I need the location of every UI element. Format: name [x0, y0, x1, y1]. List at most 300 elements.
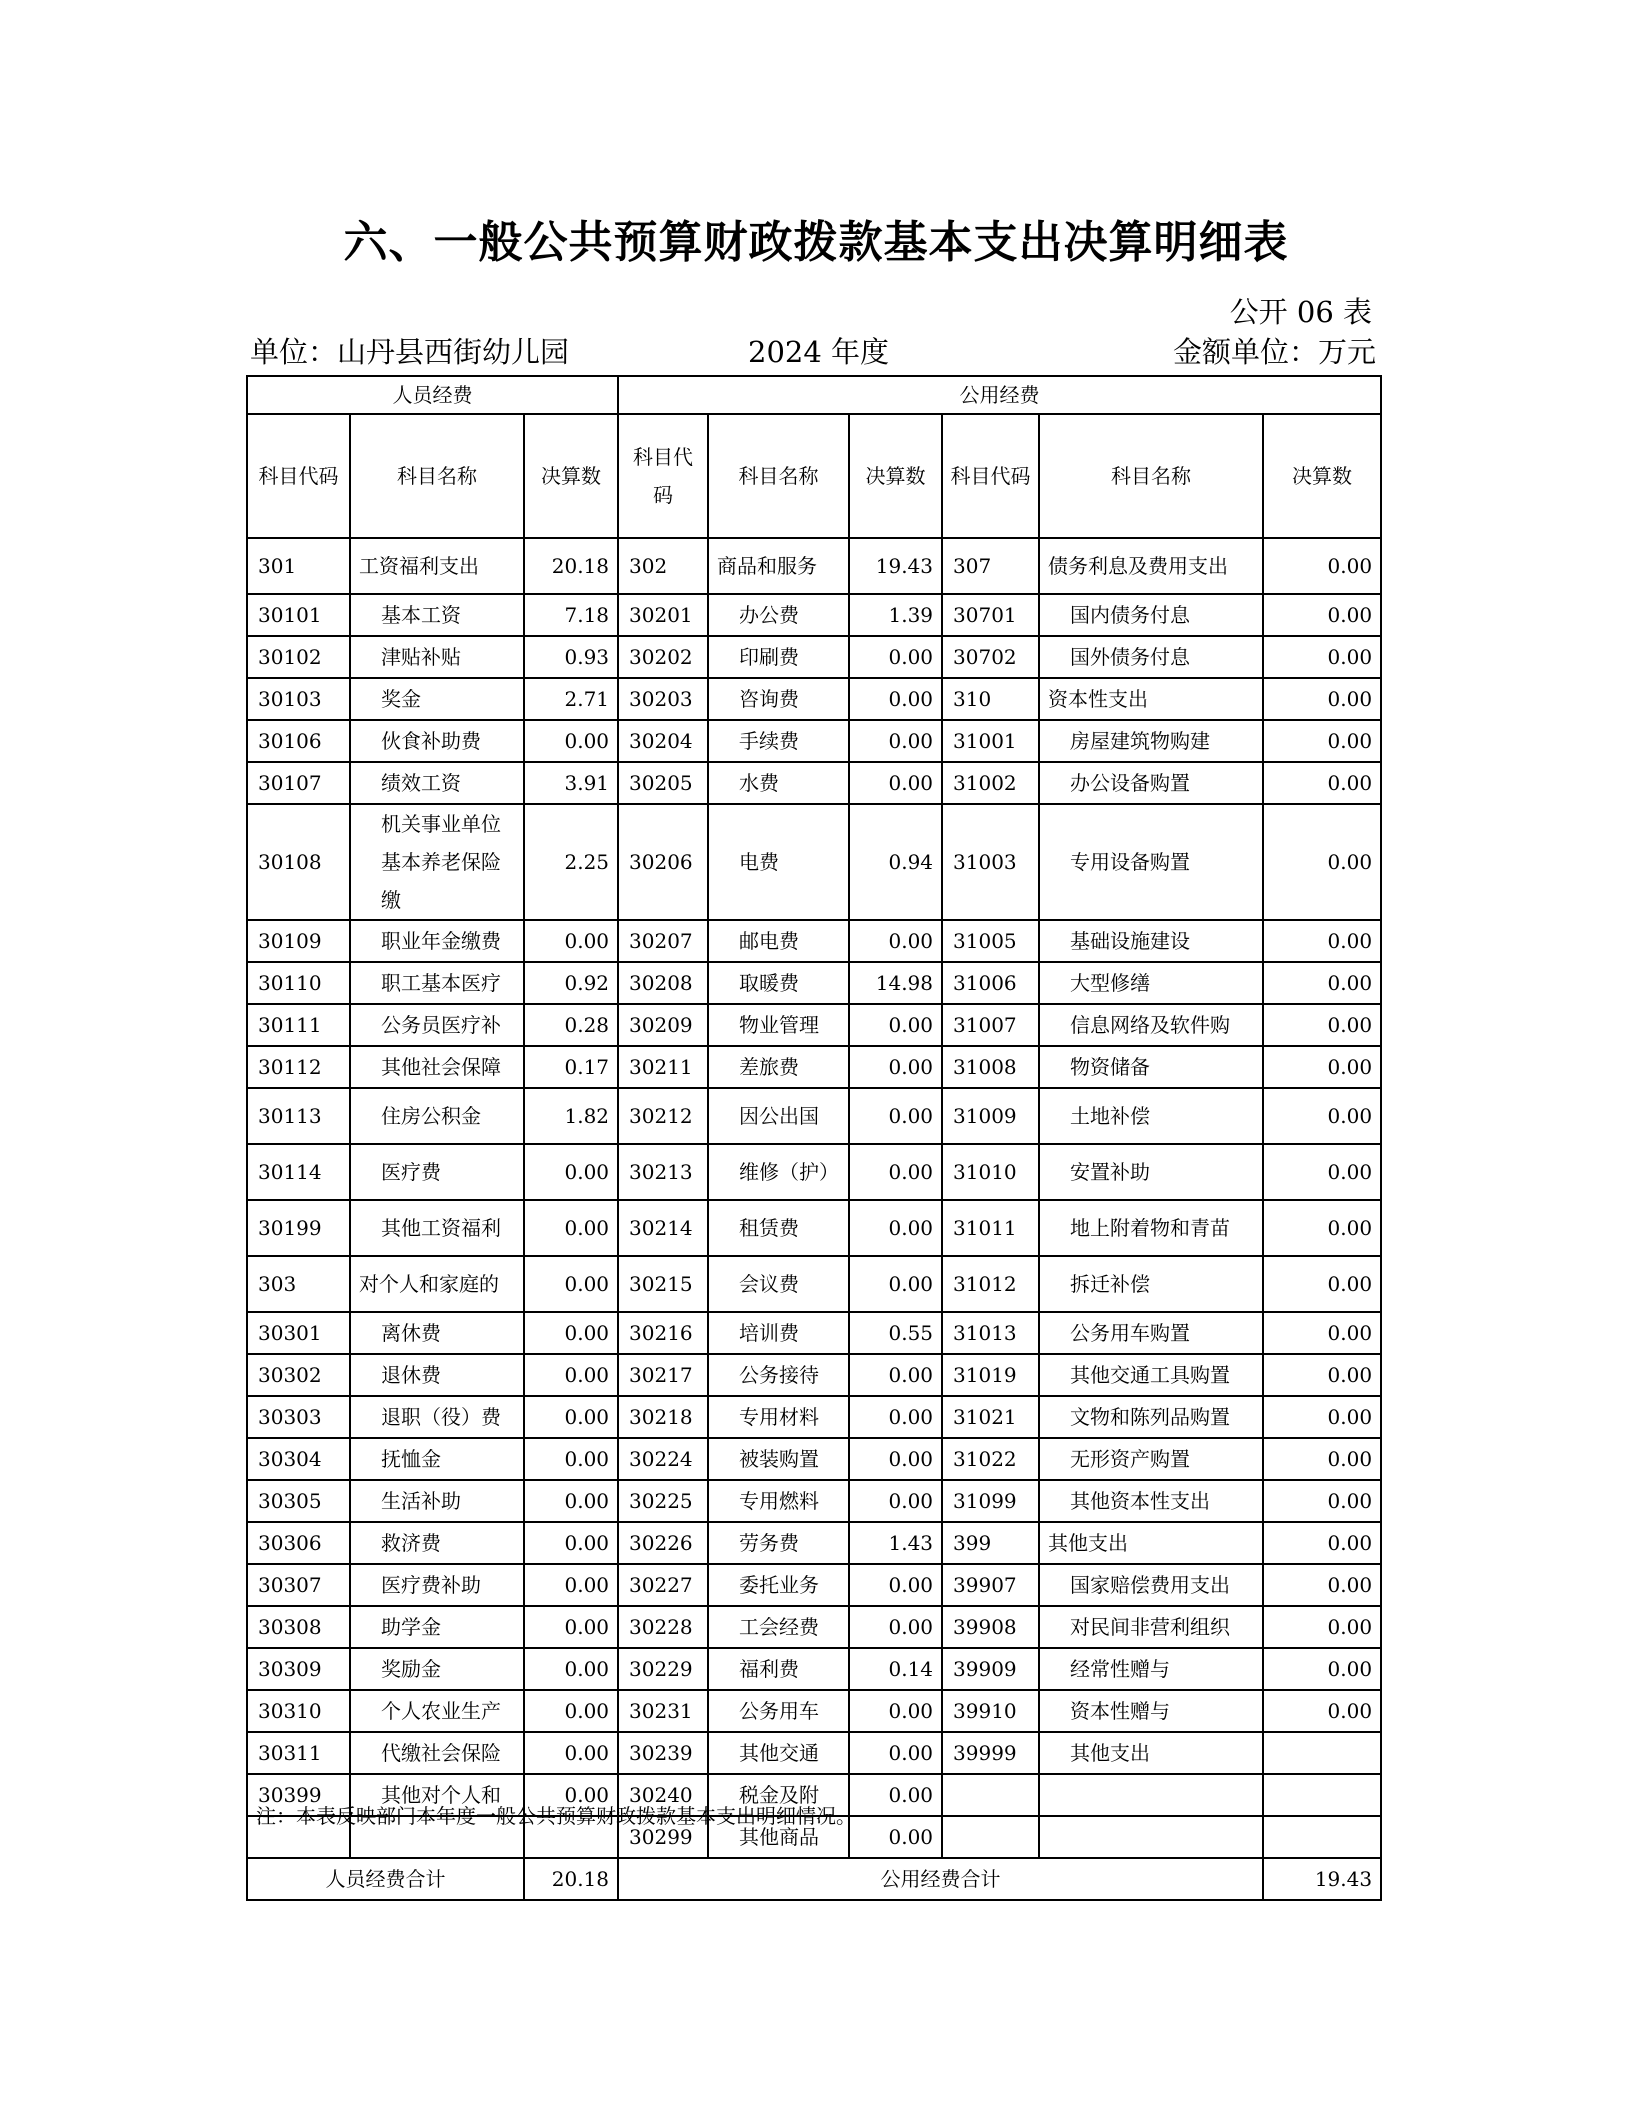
subject-name: 会议费 — [708, 1256, 849, 1312]
subject-code: 30702 — [942, 636, 1039, 678]
amount-value: 2.71 — [524, 678, 618, 720]
subject-name: 其他工资福利 — [350, 1200, 524, 1256]
amount-value: 0.14 — [849, 1648, 942, 1690]
subject-name: 无形资产购置 — [1039, 1438, 1263, 1480]
amount-value: 0.00 — [849, 762, 942, 804]
subject-code: 301 — [247, 538, 350, 594]
subject-code: 30240 — [618, 1774, 708, 1816]
subject-name: 拆迁补偿 — [1039, 1256, 1263, 1312]
col-name-1: 科目名称 — [350, 414, 524, 538]
subject-code: 31003 — [942, 804, 1039, 920]
subject-name: 医疗费补助 — [350, 1564, 524, 1606]
table-row — [247, 1046, 1381, 1088]
subject-name: 委托业务 — [708, 1564, 849, 1606]
amount-value: 1.82 — [524, 1088, 618, 1144]
subject-code: 30217 — [618, 1354, 708, 1396]
amount-value: 0.00 — [1263, 1480, 1381, 1522]
subject-code: 30224 — [618, 1438, 708, 1480]
personnel-total-label: 人员经费合计 — [247, 1858, 524, 1900]
subject-name: 其他对个人和 — [350, 1774, 524, 1816]
subject-code: 39909 — [942, 1648, 1039, 1690]
amount-value: 0.00 — [524, 1606, 618, 1648]
subject-code: 30106 — [247, 720, 350, 762]
amount-value: 0.00 — [524, 1200, 618, 1256]
subject-code: 30203 — [618, 678, 708, 720]
subject-name: 被装购置 — [708, 1438, 849, 1480]
amount-value: 0.00 — [1263, 1200, 1381, 1256]
amount-value: 0.00 — [524, 1774, 618, 1816]
amount-value: 0.00 — [524, 1732, 618, 1774]
amount-value: 1.43 — [849, 1522, 942, 1564]
group-public: 公用经费 — [618, 376, 1381, 414]
subject-code: 31010 — [942, 1144, 1039, 1200]
subject-name: 其他资本性支出 — [1039, 1480, 1263, 1522]
table-row — [247, 1648, 1381, 1690]
subject-name: 电费 — [708, 804, 849, 920]
subject-code: 31099 — [942, 1480, 1039, 1522]
subject-name: 绩效工资 — [350, 762, 524, 804]
subject-code: 39999 — [942, 1732, 1039, 1774]
subject-name: 房屋建筑物购建 — [1039, 720, 1263, 762]
subject-name: 离休费 — [350, 1312, 524, 1354]
year-label: 2024 年度 — [748, 335, 890, 369]
amount-value: 0.00 — [849, 1046, 942, 1088]
amount-value: 0.00 — [849, 1438, 942, 1480]
amount-value: 20.18 — [524, 538, 618, 594]
subject-code: 30303 — [247, 1396, 350, 1438]
subject-name: 取暖费 — [708, 962, 849, 1004]
subject-code: 30228 — [618, 1606, 708, 1648]
amount-value: 0.00 — [1263, 678, 1381, 720]
amount-value: 0.00 — [1263, 1396, 1381, 1438]
subject-code: 30216 — [618, 1312, 708, 1354]
amount-value: 0.00 — [1263, 1648, 1381, 1690]
table-row — [247, 1438, 1381, 1480]
group-personnel: 人员经费 — [247, 376, 618, 414]
subject-code: 39910 — [942, 1690, 1039, 1732]
subject-name: 资本性支出 — [1039, 678, 1263, 720]
subject-name: 助学金 — [350, 1606, 524, 1648]
amount-value: 0.00 — [524, 1480, 618, 1522]
subject-name: 公务用车 — [708, 1690, 849, 1732]
amount-value: 2.25 — [524, 804, 618, 920]
subject-code: 30207 — [618, 920, 708, 962]
subject-code: 302 — [618, 538, 708, 594]
subject-name: 住房公积金 — [350, 1088, 524, 1144]
subject-name: 办公费 — [708, 594, 849, 636]
subject-name: 奖金 — [350, 678, 524, 720]
subject-code: 31009 — [942, 1088, 1039, 1144]
amount-value: 0.00 — [849, 1396, 942, 1438]
col-name-3: 科目名称 — [1039, 414, 1263, 538]
subject-code: 30201 — [618, 594, 708, 636]
subject-name: 文物和陈列品购置 — [1039, 1396, 1263, 1438]
col-name-2: 科目名称 — [708, 414, 849, 538]
amount-value: 0.00 — [849, 920, 942, 962]
amount-value: 0.00 — [849, 636, 942, 678]
table-row — [247, 804, 1381, 920]
personnel-total-value: 20.18 — [524, 1858, 618, 1900]
subject-name: 机关事业单位基本养老保险缴 — [350, 804, 524, 920]
column-header-row — [247, 414, 1381, 538]
subject-name: 津贴补贴 — [350, 636, 524, 678]
subject-name: 债务利息及费用支出 — [1039, 538, 1263, 594]
amount-value: 1.39 — [849, 594, 942, 636]
amount-value: 0.00 — [524, 1312, 618, 1354]
subject-code: 31021 — [942, 1396, 1039, 1438]
subject-code: 31013 — [942, 1312, 1039, 1354]
form-number: 公开 06 表 — [1229, 295, 1372, 329]
subject-code: 30107 — [247, 762, 350, 804]
table-row — [247, 538, 1381, 594]
amount-value — [1263, 1732, 1381, 1774]
subject-name: 工资福利支出 — [350, 538, 524, 594]
subject-code: 31001 — [942, 720, 1039, 762]
amount-value: 0.00 — [849, 1480, 942, 1522]
subject-code: 30102 — [247, 636, 350, 678]
col-code-1: 科目代码 — [247, 414, 350, 538]
subject-code: 31007 — [942, 1004, 1039, 1046]
amount-value: 0.00 — [1263, 1564, 1381, 1606]
amount-value: 0.00 — [524, 1256, 618, 1312]
table-row — [247, 1144, 1381, 1200]
subject-name: 生活补助 — [350, 1480, 524, 1522]
amount-value: 0.00 — [849, 1606, 942, 1648]
subject-name: 资本性赠与 — [1039, 1690, 1263, 1732]
subject-code: 30111 — [247, 1004, 350, 1046]
subject-name: 其他交通 — [708, 1732, 849, 1774]
subject-name: 因公出国 — [708, 1088, 849, 1144]
subject-code: 30110 — [247, 962, 350, 1004]
amount-value: 0.00 — [849, 1816, 942, 1858]
subject-name: 物资储备 — [1039, 1046, 1263, 1088]
amount-value: 0.00 — [849, 1732, 942, 1774]
subject-code: 31008 — [942, 1046, 1039, 1088]
subject-code: 31012 — [942, 1256, 1039, 1312]
subject-name: 物业管理 — [708, 1004, 849, 1046]
public-total-label: 公用经费合计 — [618, 1858, 1263, 1900]
subject-name: 其他支出 — [1039, 1522, 1263, 1564]
subject-code: 30202 — [618, 636, 708, 678]
subject-code: 31019 — [942, 1354, 1039, 1396]
amount-value: 0.00 — [849, 1690, 942, 1732]
amount-value: 0.00 — [849, 1774, 942, 1816]
amount-value: 0.00 — [1263, 1046, 1381, 1088]
amount-value: 0.00 — [1263, 804, 1381, 920]
amount-value — [1263, 1816, 1381, 1858]
col-code-2: 科目代码 — [618, 414, 708, 538]
subject-name: 公务员医疗补 — [350, 1004, 524, 1046]
amount-value: 0.00 — [524, 1354, 618, 1396]
amount-value: 0.17 — [524, 1046, 618, 1088]
subject-code: 30211 — [618, 1046, 708, 1088]
subject-name: 对民间非营利组织 — [1039, 1606, 1263, 1648]
subject-code — [942, 1774, 1039, 1816]
subject-code: 399 — [942, 1522, 1039, 1564]
amount-value: 0.00 — [524, 1438, 618, 1480]
subject-code: 31022 — [942, 1438, 1039, 1480]
subject-code: 30212 — [618, 1088, 708, 1144]
subject-code: 30399 — [247, 1774, 350, 1816]
subject-code: 39908 — [942, 1606, 1039, 1648]
subject-code: 30299 — [618, 1816, 708, 1858]
subject-name: 基本工资 — [350, 594, 524, 636]
expenditure-table — [246, 375, 1382, 1901]
subject-name: 培训费 — [708, 1312, 849, 1354]
amount-value: 0.00 — [1263, 762, 1381, 804]
subject-code: 303 — [247, 1256, 350, 1312]
subject-name — [1039, 1774, 1263, 1816]
subject-name: 工会经费 — [708, 1606, 849, 1648]
subject-name: 维修（护） — [708, 1144, 849, 1200]
subject-code: 30227 — [618, 1564, 708, 1606]
amount-value: 0.00 — [1263, 1690, 1381, 1732]
subject-name: 手续费 — [708, 720, 849, 762]
amount-value: 0.00 — [849, 1354, 942, 1396]
subject-name: 邮电费 — [708, 920, 849, 962]
subject-name: 救济费 — [350, 1522, 524, 1564]
amount-value: 0.00 — [849, 720, 942, 762]
amount-value: 0.00 — [849, 1144, 942, 1200]
subject-name: 奖励金 — [350, 1648, 524, 1690]
subject-code: 30206 — [618, 804, 708, 920]
amount-value: 3.91 — [524, 762, 618, 804]
table-row — [247, 1004, 1381, 1046]
table-row — [247, 762, 1381, 804]
amount-value: 0.00 — [524, 1144, 618, 1200]
subject-code: 30215 — [618, 1256, 708, 1312]
subject-code: 30208 — [618, 962, 708, 1004]
table-row — [247, 1354, 1381, 1396]
subject-name: 大型修缮 — [1039, 962, 1263, 1004]
subject-code: 30112 — [247, 1046, 350, 1088]
subject-name: 专用燃料 — [708, 1480, 849, 1522]
subject-code: 30701 — [942, 594, 1039, 636]
amount-value: 0.28 — [524, 1004, 618, 1046]
subject-code: 310 — [942, 678, 1039, 720]
subject-code: 30101 — [247, 594, 350, 636]
col-amount-1: 决算数 — [524, 414, 618, 538]
subject-name: 退休费 — [350, 1354, 524, 1396]
amount-value: 0.00 — [1263, 636, 1381, 678]
table-row — [247, 1564, 1381, 1606]
subject-code — [942, 1816, 1039, 1858]
subject-code: 30304 — [247, 1438, 350, 1480]
subject-name: 个人农业生产 — [350, 1690, 524, 1732]
subject-code: 30310 — [247, 1690, 350, 1732]
amount-value: 0.00 — [524, 720, 618, 762]
amount-value: 0.00 — [524, 1690, 618, 1732]
subject-code: 30108 — [247, 804, 350, 920]
subject-code: 31006 — [942, 962, 1039, 1004]
amount-value: 0.00 — [524, 1396, 618, 1438]
amount-value: 0.00 — [1263, 920, 1381, 962]
amount-value: 19.43 — [849, 538, 942, 594]
amount-value: 0.00 — [849, 1088, 942, 1144]
subject-code: 30307 — [247, 1564, 350, 1606]
amount-value: 0.00 — [524, 1522, 618, 1564]
meta-line — [248, 330, 1376, 370]
amount-value: 0.00 — [1263, 1256, 1381, 1312]
amount-value: 0.00 — [1263, 1606, 1381, 1648]
subject-name: 印刷费 — [708, 636, 849, 678]
subject-code: 39907 — [942, 1564, 1039, 1606]
amount-unit-label: 金额单位：万元 — [1172, 335, 1376, 369]
subject-code: 30213 — [618, 1144, 708, 1200]
col-code-3: 科目代码 — [942, 414, 1039, 538]
table-row — [247, 920, 1381, 962]
table-row — [247, 1088, 1381, 1144]
amount-value: 0.00 — [1263, 1088, 1381, 1144]
amount-value: 0.00 — [1263, 1144, 1381, 1200]
amount-value: 0.00 — [524, 920, 618, 962]
amount-value: 7.18 — [524, 594, 618, 636]
amount-value: 0.00 — [849, 1256, 942, 1312]
subject-name: 国家赔偿费用支出 — [1039, 1564, 1263, 1606]
subject-code: 30229 — [618, 1648, 708, 1690]
table-row — [247, 636, 1381, 678]
subject-name: 税金及附 — [708, 1774, 849, 1816]
subject-code: 30305 — [247, 1480, 350, 1522]
subject-name: 专用材料 — [708, 1396, 849, 1438]
table-row — [247, 720, 1381, 762]
amount-value: 0.00 — [524, 1648, 618, 1690]
subject-name: 商品和服务 — [708, 538, 849, 594]
amount-value: 0.00 — [1263, 1312, 1381, 1354]
subject-name: 其他交通工具购置 — [1039, 1354, 1263, 1396]
subject-name: 地上附着物和青苗 — [1039, 1200, 1263, 1256]
table-row — [247, 1732, 1381, 1774]
amount-value: 0.00 — [524, 1564, 618, 1606]
subject-code: 31002 — [942, 762, 1039, 804]
subject-name: 代缴社会保险 — [350, 1732, 524, 1774]
table-row — [247, 1200, 1381, 1256]
subject-name: 差旅费 — [708, 1046, 849, 1088]
subject-name: 职业年金缴费 — [350, 920, 524, 962]
subject-name: 福利费 — [708, 1648, 849, 1690]
subject-code: 30209 — [618, 1004, 708, 1046]
subject-code: 30199 — [247, 1200, 350, 1256]
subject-name: 职工基本医疗 — [350, 962, 524, 1004]
subject-name: 安置补助 — [1039, 1144, 1263, 1200]
subject-name: 抚恤金 — [350, 1438, 524, 1480]
subject-name: 医疗费 — [350, 1144, 524, 1200]
unit-label: 单位：山丹县西街幼儿园 — [250, 335, 570, 369]
table-row — [247, 1690, 1381, 1732]
subject-name: 经常性赠与 — [1039, 1648, 1263, 1690]
subject-code: 30103 — [247, 678, 350, 720]
subject-name: 公务用车购置 — [1039, 1312, 1263, 1354]
amount-value: 14.98 — [849, 962, 942, 1004]
amount-value: 0.00 — [1263, 538, 1381, 594]
subject-name: 退职（役）费 — [350, 1396, 524, 1438]
subject-name: 信息网络及软件购 — [1039, 1004, 1263, 1046]
amount-value: 0.00 — [1263, 962, 1381, 1004]
table-row — [247, 1312, 1381, 1354]
subject-code: 30113 — [247, 1088, 350, 1144]
subject-code: 31011 — [942, 1200, 1039, 1256]
footnote: 注：本表反映部门本年度一般公共预算财政拨款基本支出明细情况。 — [256, 1804, 856, 1828]
subject-name: 其他商品 — [708, 1816, 849, 1858]
subject-name: 伙食补助费 — [350, 720, 524, 762]
amount-value: 0.00 — [849, 1004, 942, 1046]
table-row — [247, 1396, 1381, 1438]
subject-name: 其他社会保障 — [350, 1046, 524, 1088]
subject-code: 30239 — [618, 1732, 708, 1774]
subject-name: 国外债务付息 — [1039, 636, 1263, 678]
amount-value: 0.94 — [849, 804, 942, 920]
subject-name — [1039, 1816, 1263, 1858]
amount-value — [1263, 1774, 1381, 1816]
amount-value: 0.00 — [1263, 1354, 1381, 1396]
amount-value: 0.93 — [524, 636, 618, 678]
amount-value: 0.00 — [1263, 1438, 1381, 1480]
subject-name: 专用设备购置 — [1039, 804, 1263, 920]
amount-value: 0.00 — [849, 1200, 942, 1256]
subject-code: 30204 — [618, 720, 708, 762]
amount-value: 0.92 — [524, 962, 618, 1004]
subject-name: 咨询费 — [708, 678, 849, 720]
table-row — [247, 1606, 1381, 1648]
subject-name: 基础设施建设 — [1039, 920, 1263, 962]
subject-code: 30301 — [247, 1312, 350, 1354]
amount-value: 0.00 — [1263, 1522, 1381, 1564]
subject-name: 水费 — [708, 762, 849, 804]
subject-code: 30109 — [247, 920, 350, 962]
subject-code: 30226 — [618, 1522, 708, 1564]
amount-value: 0.00 — [1263, 1004, 1381, 1046]
table-row — [247, 1480, 1381, 1522]
table-row — [247, 594, 1381, 636]
subject-name: 其他支出 — [1039, 1732, 1263, 1774]
amount-value: 0.00 — [1263, 594, 1381, 636]
subject-code: 30308 — [247, 1606, 350, 1648]
subject-name: 租赁费 — [708, 1200, 849, 1256]
amount-value: 0.55 — [849, 1312, 942, 1354]
public-total-value: 19.43 — [1263, 1858, 1381, 1900]
subject-code: 30225 — [618, 1480, 708, 1522]
subject-code: 30309 — [247, 1648, 350, 1690]
subject-code: 30214 — [618, 1200, 708, 1256]
col-amount-2: 决算数 — [849, 414, 942, 538]
subject-name: 国内债务付息 — [1039, 594, 1263, 636]
subject-code: 30205 — [618, 762, 708, 804]
subject-code: 30306 — [247, 1522, 350, 1564]
table-row — [247, 962, 1381, 1004]
amount-value: 0.00 — [1263, 720, 1381, 762]
subject-name: 办公设备购置 — [1039, 762, 1263, 804]
table-row — [247, 1522, 1381, 1564]
subject-name: 对个人和家庭的 — [350, 1256, 524, 1312]
subject-name: 土地补偿 — [1039, 1088, 1263, 1144]
subject-code: 30311 — [247, 1732, 350, 1774]
table-row — [247, 678, 1381, 720]
group-header-row — [247, 376, 1381, 414]
amount-value: 0.00 — [849, 1564, 942, 1606]
subject-code: 30114 — [247, 1144, 350, 1200]
page-title: 六、一般公共预算财政拨款基本支出决算明细表 — [343, 217, 1289, 268]
amount-value: 0.00 — [849, 678, 942, 720]
subject-code: 30302 — [247, 1354, 350, 1396]
subject-code: 30231 — [618, 1690, 708, 1732]
subject-name: 劳务费 — [708, 1522, 849, 1564]
col-amount-3: 决算数 — [1263, 414, 1381, 538]
subject-name: 公务接待 — [708, 1354, 849, 1396]
total-row — [247, 1858, 1381, 1900]
table-row — [247, 1256, 1381, 1312]
subject-code: 31005 — [942, 920, 1039, 962]
subject-code: 307 — [942, 538, 1039, 594]
